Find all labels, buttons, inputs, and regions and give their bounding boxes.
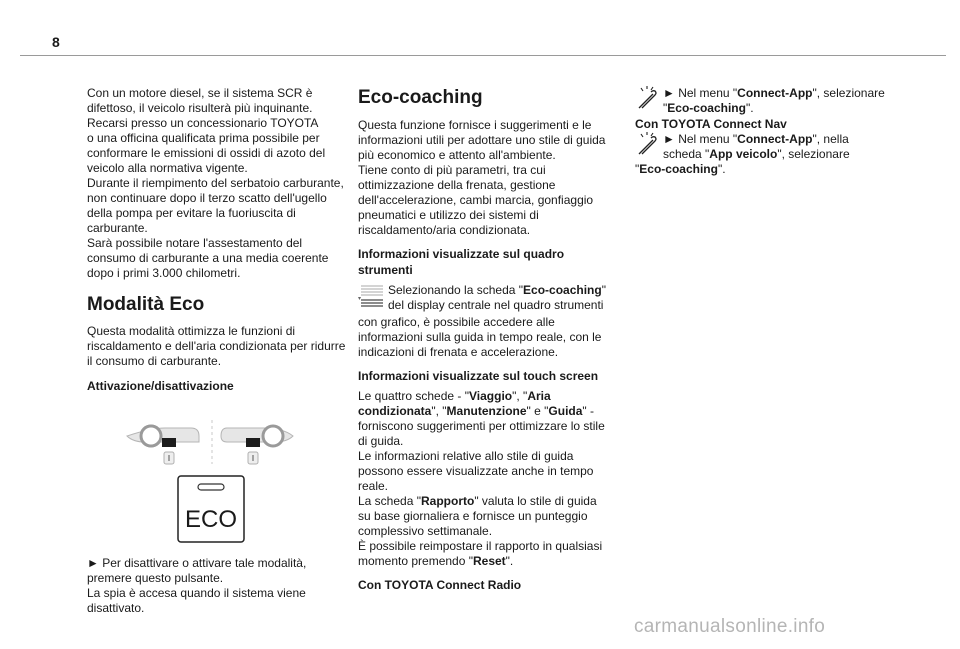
header-divider (20, 55, 946, 56)
scr-diesel-paragraph: Con un motore diesel, se il sistema SCR è difettoso, il veicolo risulterà più inquinante. Recarsi presso un concessionario TOYOTA o una officina qualificata prima possibile per conformare le emissioni di ossidi di azoto del veicolo alla normativa vigente. Durante il riempimento del serbatoio carburante, non continuare dopo il terzo scatto dell'ugello della pompa per evitare la fuoriuscita di carburante. Sarà possibile notare l'assestamento del consumo di carburante a una media coerente dopo i primi 3.000 chilometri. (87, 86, 344, 280)
eco-mode-heading: Modalità Eco (87, 294, 205, 315)
watermark: carmanualsonline.info (634, 616, 826, 637)
touch-screen-heading: Informazioni visualizzate sul touch screen (358, 369, 599, 383)
column-middle (358, 86, 620, 598)
eco-button[interactable] (178, 476, 244, 542)
connect-nav-label: Con TOYOTA Connect Nav (635, 117, 787, 131)
eco-button-label: ECO (184, 506, 238, 533)
svg-text:▾: ▾ (358, 296, 362, 302)
column-left (87, 86, 349, 616)
instrument-display-text-cont: con grafico, è possibile accedere alle informazioni sulla guida in tempo reale, con le indicazioni di frenata e accelerazione. (358, 315, 602, 359)
step-radio-text: ► Nel menu "Connect-App", selezionare "Eco-coaching". (663, 86, 885, 115)
display-icon (358, 283, 388, 315)
instrument-panel-heading: Informazioni visualizzate sul quadro strumenti (358, 247, 565, 277)
touch-finger-icon (635, 86, 663, 116)
step-nav-text-cont: "Eco-coaching". (635, 162, 726, 176)
eco-mode-description: Questa modalità ottimizza le funzioni di riscaldamento e dell'aria condizionata per ridurre il consumo di carburante. (87, 324, 346, 368)
column-right (635, 86, 897, 177)
eco-coaching-intro: Questa funzione fornisce i suggerimenti e le informazioni utili per adottare uno stile di guida più economico e attento all'ambiente. Tiene conto di più parametri, tra cui ottimizzazione della frenata, gestione dell'accelerazione, cambi marcia, gonfiaggio pneumatici e utilizzo dei sistemi di riscaldamento/aria condizionata. (358, 118, 606, 237)
touch-finger-icon (635, 132, 663, 162)
connect-radio-label: Con TOYOTA Connect Radio (358, 578, 522, 592)
instrument-display-text: Selezionando la scheda "Eco-coaching" del display centrale nel quadro strumenti (388, 283, 606, 312)
eco-toggle-instruction: ► Per disattivare o attivare tale modalità, premere questo pulsante. La spia è accesa quando il sistema viene disattivato. (87, 556, 307, 615)
steering-wheel-left-icon (127, 426, 199, 464)
step-nav-text: ► Nel menu "Connect-App", nella scheda "App veicolo", selezionare (663, 132, 850, 161)
instrument-display-note (358, 283, 620, 315)
eco-button-illustration (87, 406, 349, 556)
step-nav (635, 132, 897, 162)
activation-heading: Attivazione/disattivazione (87, 379, 234, 393)
page-number: 8 (52, 34, 60, 50)
eco-coaching-heading: Eco-coaching (358, 87, 483, 108)
step-radio (635, 86, 897, 116)
touch-screen-text: Le quattro schede - "Viaggio", "Aria condizionata", "Manutenzione" e "Guida" - forniscono suggerimenti per ottimizzare lo stile di guida. Le informazioni relative allo stile di guida possono essere visualizzate anche in tempo reale. La scheda "Rapporto" valuta lo stile di guida su base giornaliera e fornisce un punteggio complessivo settimanale. È possibile reimpostare il rapporto in qualsiasi momento premendo "Reset". (358, 389, 605, 568)
steering-wheel-right-icon (221, 426, 293, 464)
